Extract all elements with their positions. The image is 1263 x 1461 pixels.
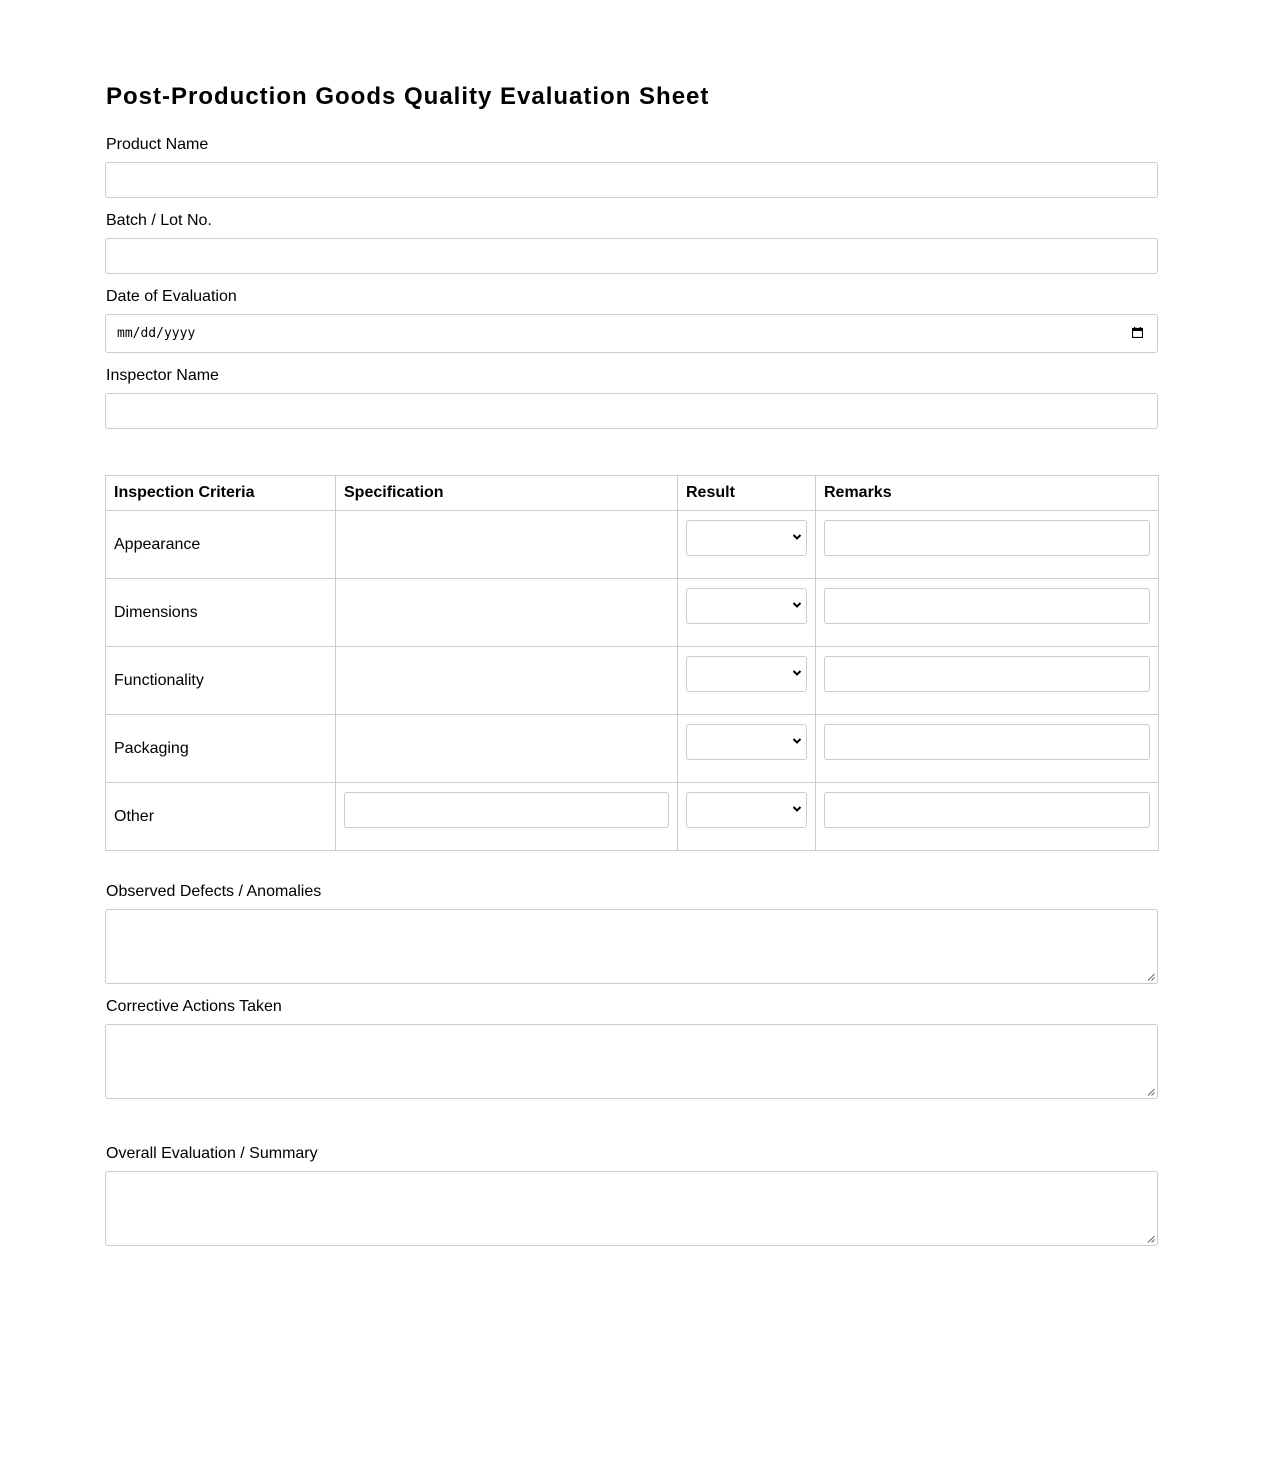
other-specification-input[interactable] [344, 792, 669, 828]
overall-evaluation-label: Overall Evaluation / Summary [106, 1145, 318, 1162]
date-of-evaluation-label: Date of Evaluation [106, 288, 237, 305]
header-remarks: Remarks [816, 476, 1159, 511]
result-cell [678, 511, 816, 579]
table-row [106, 783, 1159, 851]
header-inspection-criteria: Inspection Criteria [106, 476, 336, 511]
specification-cell [336, 783, 678, 851]
criteria-cell: Packaging [106, 715, 336, 783]
result-cell [678, 647, 816, 715]
specification-cell [336, 647, 678, 715]
result-select[interactable] [686, 724, 807, 760]
chevron-down-icon [792, 737, 802, 745]
resize-handle-icon[interactable] [1147, 1235, 1155, 1243]
table-row [106, 579, 1159, 647]
chevron-down-icon [792, 669, 802, 677]
table-row [106, 647, 1159, 715]
result-select[interactable] [686, 792, 807, 828]
remarks-cell [816, 579, 1159, 647]
criteria-cell: Other [106, 783, 336, 851]
specification-cell [336, 715, 678, 783]
product-name-input[interactable] [105, 162, 1158, 198]
inspector-name-input[interactable] [105, 393, 1158, 429]
chevron-down-icon [792, 601, 802, 609]
remarks-cell [816, 647, 1159, 715]
header-result: Result [678, 476, 816, 511]
remarks-input[interactable] [824, 724, 1150, 760]
header-specification: Specification [336, 476, 678, 511]
result-select[interactable] [686, 588, 807, 624]
batch-lot-input[interactable] [105, 238, 1158, 274]
criteria-cell: Appearance [106, 511, 336, 579]
resize-handle-icon[interactable] [1147, 1088, 1155, 1096]
date-of-evaluation-input[interactable] [105, 314, 1158, 353]
criteria-cell: Dimensions [106, 579, 336, 647]
product-name-label: Product Name [106, 136, 209, 153]
calendar-icon[interactable] [1132, 327, 1143, 338]
result-cell [678, 579, 816, 647]
remarks-input[interactable] [824, 520, 1150, 556]
overall-evaluation-textarea[interactable] [105, 1171, 1158, 1246]
resize-handle-icon[interactable] [1147, 973, 1155, 981]
chevron-down-icon [792, 533, 802, 541]
date-placeholder: mm/dd/yyyy [117, 326, 196, 341]
remarks-input[interactable] [824, 588, 1150, 624]
table-header-row [106, 476, 1159, 511]
corrective-actions-textarea[interactable] [105, 1024, 1158, 1099]
result-select[interactable] [686, 520, 807, 556]
specification-cell [336, 579, 678, 647]
inspector-name-label: Inspector Name [106, 367, 219, 384]
batch-lot-label: Batch / Lot No. [106, 212, 212, 229]
observed-defects-textarea[interactable] [105, 909, 1158, 984]
result-select[interactable] [686, 656, 807, 692]
specification-cell [336, 511, 678, 579]
result-cell [678, 715, 816, 783]
corrective-actions-label: Corrective Actions Taken [106, 998, 282, 1015]
inspection-table [105, 475, 1159, 851]
remarks-cell [816, 511, 1159, 579]
remarks-cell [816, 715, 1159, 783]
observed-defects-label: Observed Defects / Anomalies [106, 883, 322, 900]
remarks-cell [816, 783, 1159, 851]
chevron-down-icon [792, 805, 802, 813]
table-row [106, 715, 1159, 783]
result-cell [678, 783, 816, 851]
criteria-cell: Functionality [106, 647, 336, 715]
remarks-input[interactable] [824, 792, 1150, 828]
table-row [106, 511, 1159, 579]
page-title: Post-Production Goods Quality Evaluation Sheet [106, 83, 710, 110]
remarks-input[interactable] [824, 656, 1150, 692]
